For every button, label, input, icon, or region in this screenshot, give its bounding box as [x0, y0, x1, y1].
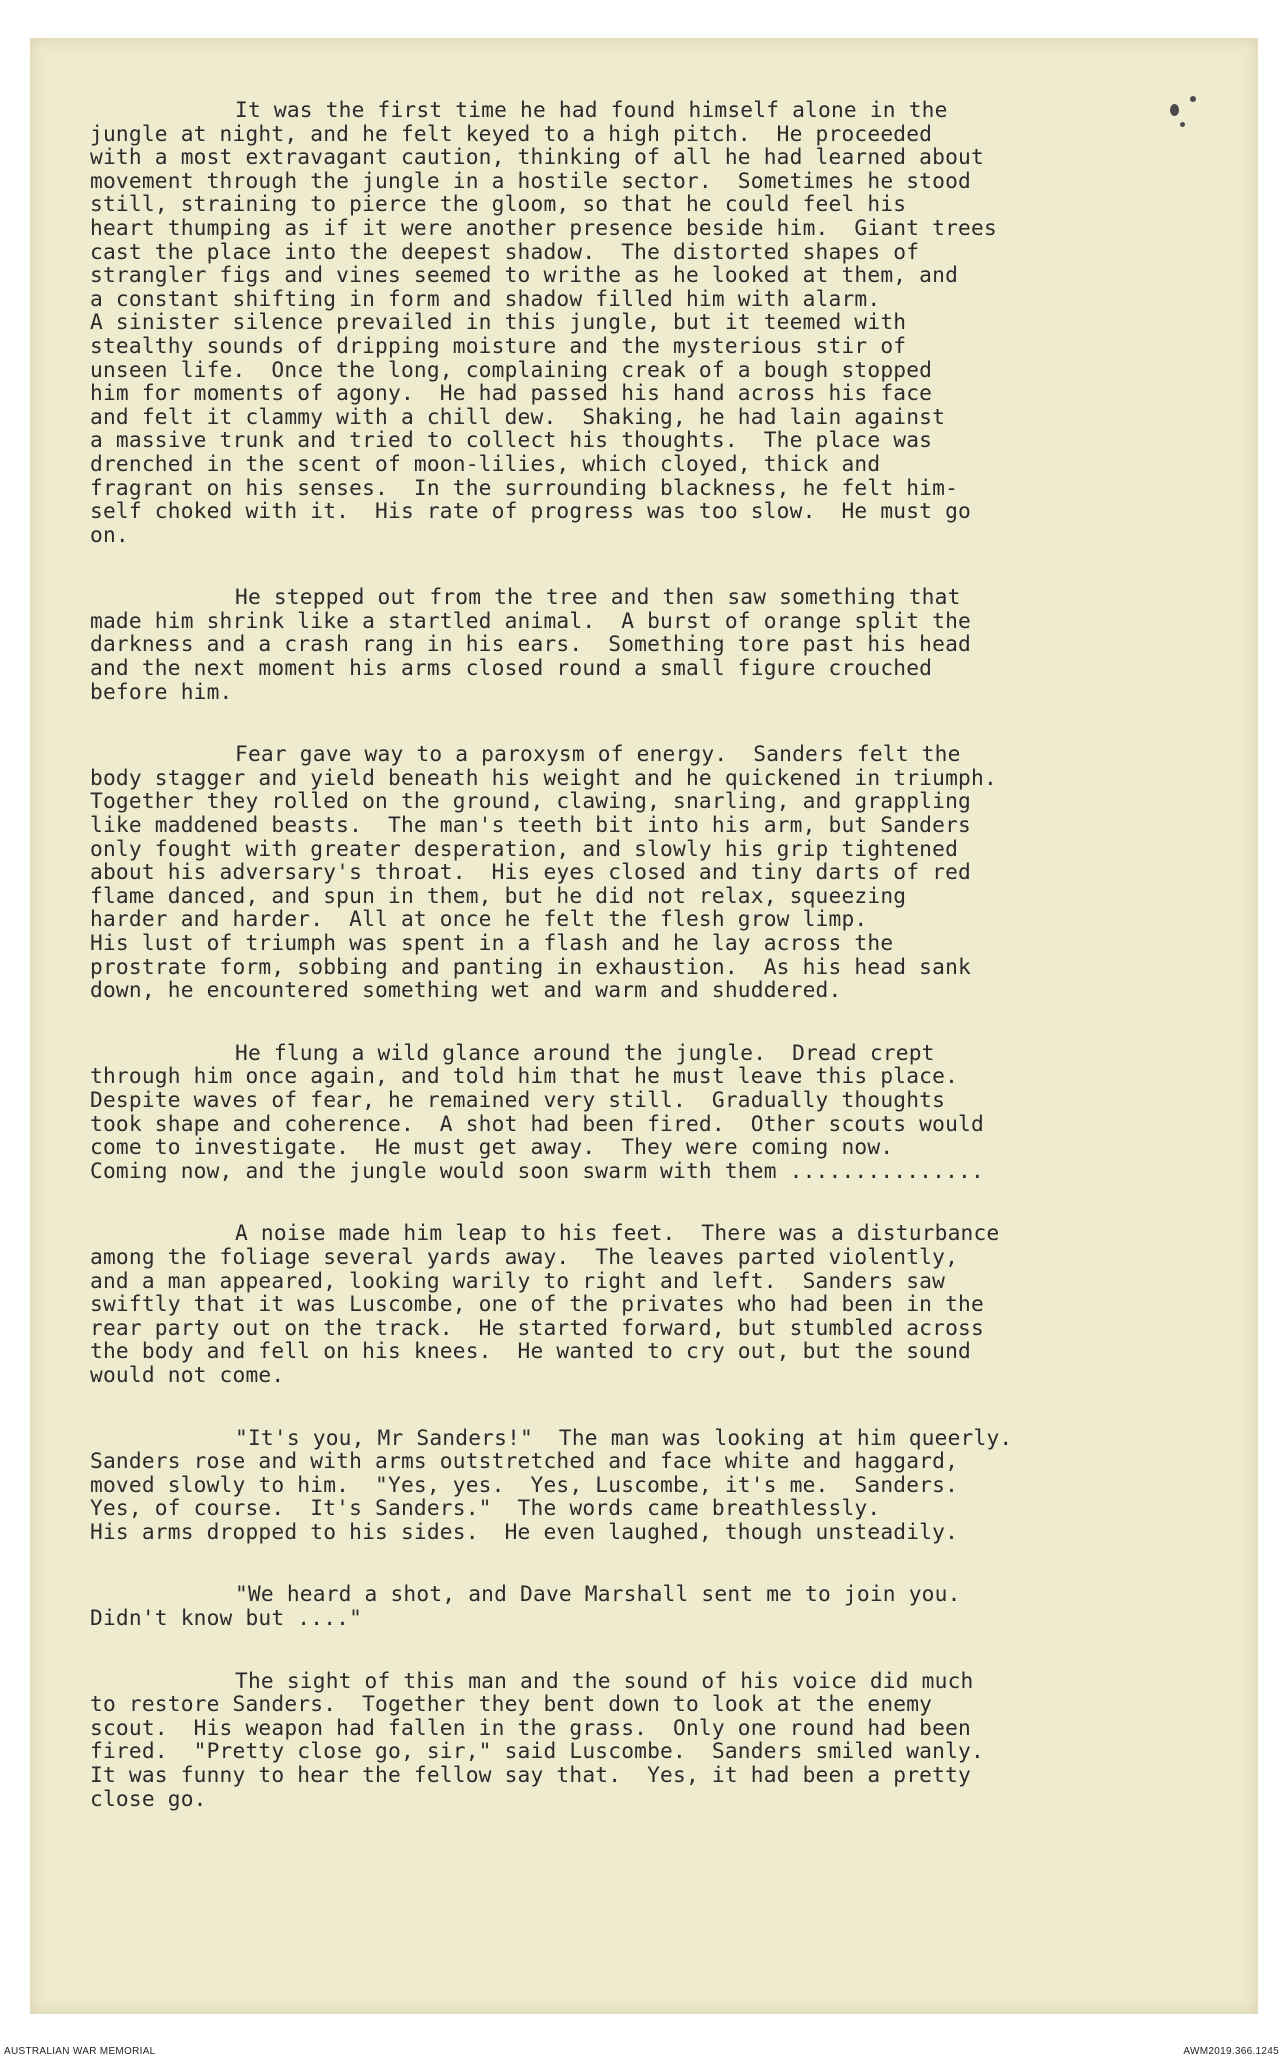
paragraph [90, 585, 1140, 703]
typescript-body [90, 98, 1140, 1849]
text-line: fragrant on his senses. In the surrounding blackness, he felt him- [90, 474, 959, 500]
text-line: "It's you, Mr Sanders!" The man was looking at him queerly. [235, 1424, 1013, 1450]
text-line: moved slowly to him. "Yes, yes. Yes, Luscombe, it's me. Sanders. [90, 1471, 959, 1497]
paragraph [90, 1669, 1140, 1811]
text-line: would not come. [90, 1361, 285, 1387]
text-line: before him. [90, 678, 233, 704]
text-line: A noise made him leap to his feet. There was a disturbance [235, 1220, 1000, 1246]
ink-blot [1170, 104, 1179, 116]
text-line: prostrate form, sobbing and panting in exhaustion. As his head sank [90, 953, 972, 979]
paragraph [90, 98, 1140, 546]
text-line: jungle at night, and he felt keyed to a high pitch. He proceeded [90, 120, 933, 146]
text-line: rear party out on the track. He started forward, but stumbled across [90, 1314, 984, 1340]
paragraph [90, 1426, 1140, 1544]
text-line: self choked with it. His rate of progress was too slow. He must go [90, 498, 972, 524]
text-line: and the next moment his arms closed round a small figure crouched [90, 655, 933, 681]
text-line: harder and harder. All at once he felt the flesh grow limp. [90, 906, 868, 932]
text-line: like maddened beasts. The man's teeth bit into his arm, but Sanders [90, 812, 972, 838]
text-line: a massive trunk and tried to collect his thoughts. The place was [90, 427, 933, 453]
text-line: darkness and a crash rang in his ears. Something tore past his head [90, 631, 972, 657]
text-line: and a man appeared, looking warily to right and left. Sanders saw [90, 1267, 946, 1293]
text-line: His arms dropped to his sides. He even laughed, though unsteadily. [90, 1518, 959, 1544]
text-line: come to investigate. He must get away. They were coming now. [90, 1134, 894, 1160]
text-line: stealthy sounds of dripping moisture and the mysterious stir of [90, 332, 907, 358]
paragraph [90, 1041, 1140, 1183]
text-line: Yes, of course. It's Sanders." The words came breathlessly. [90, 1495, 881, 1521]
text-line: unseen life. Once the long, complaining creak of a bough stopped [90, 356, 933, 382]
text-line: Didn't know but ...." [90, 1605, 363, 1631]
text-line: fired. "Pretty close go, sir," said Luscombe. Sanders smiled wanly. [90, 1738, 984, 1764]
text-line: heart thumping as if it were another presence beside him. Giant trees [90, 214, 997, 240]
text-line: him for moments of agony. He had passed his hand across his face [90, 380, 933, 406]
text-line: A sinister silence prevailed in this jungle, but it teemed with [90, 309, 907, 335]
text-line: Fear gave way to a paroxysm of energy. Sanders felt the [235, 741, 961, 767]
paragraph [90, 1221, 1140, 1386]
text-line: to restore Sanders. Together they bent down to look at the enemy [90, 1691, 933, 1717]
text-line: with a most extravagant caution, thinking of all he had learned about [90, 144, 984, 170]
text-line: strangler figs and vines seemed to writhe as he looked at them, and [90, 262, 959, 288]
text-line: scout. His weapon had fallen in the grass. Only one round had been [90, 1714, 972, 1740]
text-line: It was the first time he had found himself alone in the [235, 97, 948, 122]
text-line: It was funny to hear the fellow say that. Yes, it had been a pretty [90, 1762, 972, 1788]
text-line: took shape and coherence. A shot had been fired. Other scouts would [90, 1110, 984, 1136]
paragraph [90, 742, 1140, 1002]
text-line: He flung a wild glance around the jungle. Dread crept [235, 1039, 935, 1065]
text-line: swiftly that it was Luscombe, one of the privates who had been in the [90, 1291, 984, 1317]
text-line: a constant shifting in form and shadow filled him with alarm. [90, 285, 881, 311]
text-line: about his adversary's throat. His eyes closed and tiny darts of red [90, 859, 972, 885]
footer-accession-number: AWM2019.366.1245 [1183, 2046, 1279, 2057]
text-line: The sight of this man and the sound of his voice did much [235, 1667, 974, 1693]
text-line: Sanders rose and with arms outstretched and face white and haggard, [90, 1448, 959, 1474]
text-line: flame danced, and spun in them, but he did not relax, squeezing [90, 882, 907, 908]
footer-credit: AUSTRALIAN WAR MEMORIAL [4, 2046, 156, 2057]
paragraph [90, 1582, 1140, 1629]
text-line: only fought with greater desperation, and slowly his grip tightened [90, 835, 959, 861]
text-line: still, straining to pierce the gloom, so that he could feel his [90, 191, 907, 217]
text-line: Coming now, and the jungle would soon swarm with them ............... [90, 1157, 984, 1183]
text-line: "We heard a shot, and Dave Marshall sent me to join you. [235, 1581, 961, 1607]
text-line: He stepped out from the tree and then saw something that [235, 584, 961, 610]
text-line: body stagger and yield beneath his weight and he quickened in triumph. [90, 764, 997, 790]
text-line: movement through the jungle in a hostile sector. Sometimes he stood [90, 167, 972, 193]
text-line: His lust of triumph was spent in a flash and he lay across the [90, 930, 894, 955]
text-line: close go. [90, 1785, 207, 1811]
text-line: Despite waves of fear, he remained very still. Gradually thoughts [90, 1086, 946, 1112]
text-line: on. [90, 521, 129, 547]
ink-blot [1190, 96, 1196, 102]
ink-blot [1180, 122, 1185, 127]
text-line: made him shrink like a startled animal. A burst of orange split the [90, 607, 972, 633]
text-line: drenched in the scent of moon-lilies, which cloyed, thick and [90, 450, 881, 476]
text-line: down, he encountered something wet and warm and shuddered. [90, 977, 842, 1003]
text-line: the body and fell on his knees. He wanted to cry out, but the sound [90, 1338, 972, 1364]
text-line: among the foliage several yards away. The leaves parted violently, [90, 1243, 959, 1269]
text-line: cast the place into the deepest shadow. The distorted shapes of [90, 238, 920, 264]
text-line: and felt it clammy with a chill dew. Shaking, he had lain against [90, 403, 946, 429]
text-line: Together they rolled on the ground, clawing, snarling, and grappling [90, 788, 972, 814]
text-line: through him once again, and told him that he must leave this place. [90, 1063, 959, 1089]
